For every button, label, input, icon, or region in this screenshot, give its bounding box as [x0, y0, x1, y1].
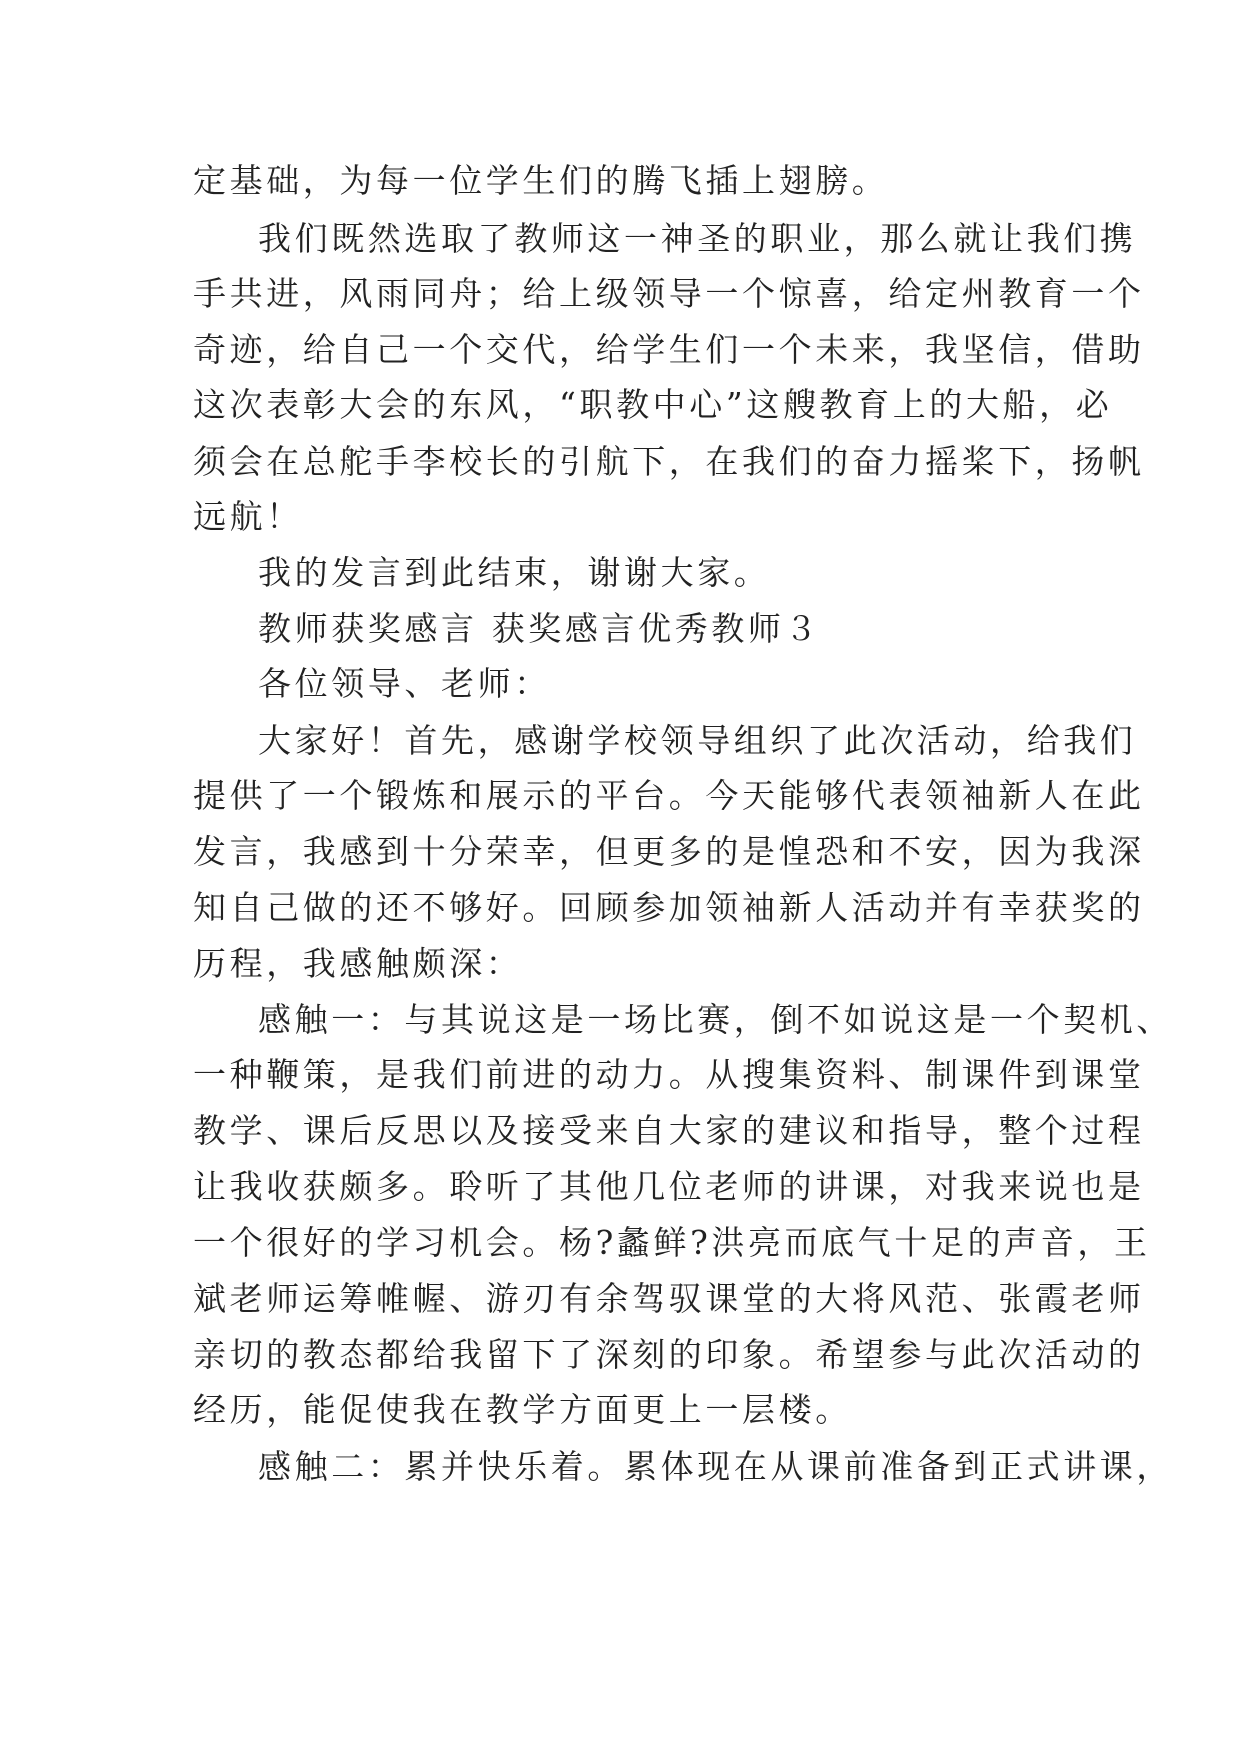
text-line: 亲切的教态都给我留下了深刻的印象。希望参与此次活动的 [193, 1335, 1145, 1374]
text-line: 远航！ [193, 497, 303, 536]
text-line: 让我收获颇多。聆听了其他几位老师的讲课，对我来说也是 [193, 1167, 1145, 1206]
text-line: 发言，我感到十分荣幸，但更多的是惶恐和不安，因为我深 [193, 832, 1145, 871]
text-line: 这次表彰大会的东风，“职教中心”这艘教育上的大船，必 [193, 385, 1113, 424]
text-line: 各位领导、老师： [258, 664, 551, 703]
text-line: 历程，我感触颇深： [193, 944, 523, 983]
text-line: 我们既然选取了教师这一神圣的职业，那么就让我们携 [258, 219, 1137, 258]
text-line: 我的发言到此结束，谢谢大家。 [258, 553, 771, 592]
text-line: 定基础，为每一位学生们的腾飞插上翅膀。 [193, 161, 889, 200]
text-line: 奇迹，给自己一个交代，给学生们一个未来，我坚信，借助 [193, 330, 1145, 369]
text-line: 经历，能促使我在教学方面更上一层楼。 [193, 1390, 852, 1429]
section-heading: 教师获奖感言 获奖感言优秀教师３ [258, 609, 822, 648]
text-line: 教学、课后反思以及接受来自大家的建议和指导，整个过程 [193, 1111, 1145, 1150]
text-line: 知自己做的还不够好。回顾参加领袖新人活动并有幸获奖的 [193, 888, 1145, 927]
text-line: 手共进，风雨同舟；给上级领导一个惊喜，给定州教育一个 [193, 274, 1145, 313]
text-line: 一个很好的学习机会。杨?蠡鲜?洪亮而底气十足的声音，王 [193, 1223, 1151, 1262]
text-line: 须会在总舵手李校长的引航下，在我们的奋力摇桨下，扬帆 [193, 442, 1145, 481]
text-line: 大家好！首先，感谢学校领导组织了此次活动，给我们 [258, 721, 1137, 760]
text-line: 斌老师运筹帷幄、游刃有余驾驭课堂的大将风范、张霞老师 [193, 1279, 1145, 1318]
text-line: 感触一：与其说这是一场比赛，倒不如说这是一个契机、 [258, 1000, 1173, 1039]
text-line: 感触二：累并快乐着。累体现在从课前准备到正式讲课， [258, 1447, 1173, 1486]
text-line: 一种鞭策，是我们前进的动力。从搜集资料、制课件到课堂 [193, 1055, 1145, 1094]
text-line: 提供了一个锻炼和展示的平台。今天能够代表领袖新人在此 [193, 776, 1145, 815]
